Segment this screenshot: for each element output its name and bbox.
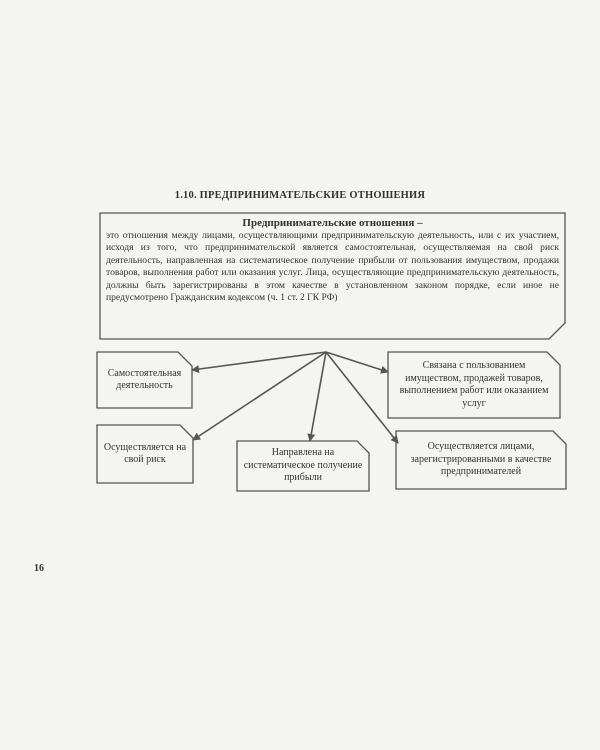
feature-text: Самостоятельная деятельность — [107, 367, 182, 391]
section-title: 1.10. ПРЕДПРИНИМАТЕЛЬСКИЕ ОТНОШЕНИЯ — [174, 190, 426, 201]
arrow-to-box-2 — [326, 352, 388, 372]
feature-box-own-risk — [97, 425, 193, 483]
page-number: 16 — [34, 563, 44, 574]
feature-text: Осуществляется лицами, зарегистрированными в качестве предпринимателей — [410, 441, 552, 478]
feature-text: Связана с пользованием имуществом, продажей товаров, выполнением работ или оказанием услуг — [399, 360, 549, 409]
feature-text: Направлена на систематическое получение прибыли — [243, 447, 363, 484]
arrow-to-box-3 — [193, 352, 326, 440]
feature-box-property-use — [388, 352, 560, 418]
definition-box — [100, 213, 565, 338]
definition-heading: Предпринимательские отношения – — [242, 217, 423, 229]
arrow-to-box-1 — [192, 352, 326, 370]
feature-text: Осуществляется на свой риск — [103, 441, 187, 465]
feature-box-registered — [396, 431, 566, 489]
feature-box-profit — [237, 441, 369, 491]
definition-text: это отношения между лицами, осуществляющими предпринимательскую деятельность, или с их участием, исходя из того, что предпринимательской является самостоятельная, осуществляемая на свой риск деятельность, направленная на систематическое получение прибыли от пользования имуществом, продажи товаров, выполнения работ или оказания услуг. Лица, осуществляющие предпринимательскую деятельность, должны быть зарегистрированы в этом качестве в установленном законом порядке, если иное не предусмотрено Гражданским кодексом (ч. 1 ст. 2 ГК РФ) — [106, 230, 559, 304]
feature-box-independent — [97, 352, 192, 408]
arrow-to-box-4 — [310, 352, 326, 441]
